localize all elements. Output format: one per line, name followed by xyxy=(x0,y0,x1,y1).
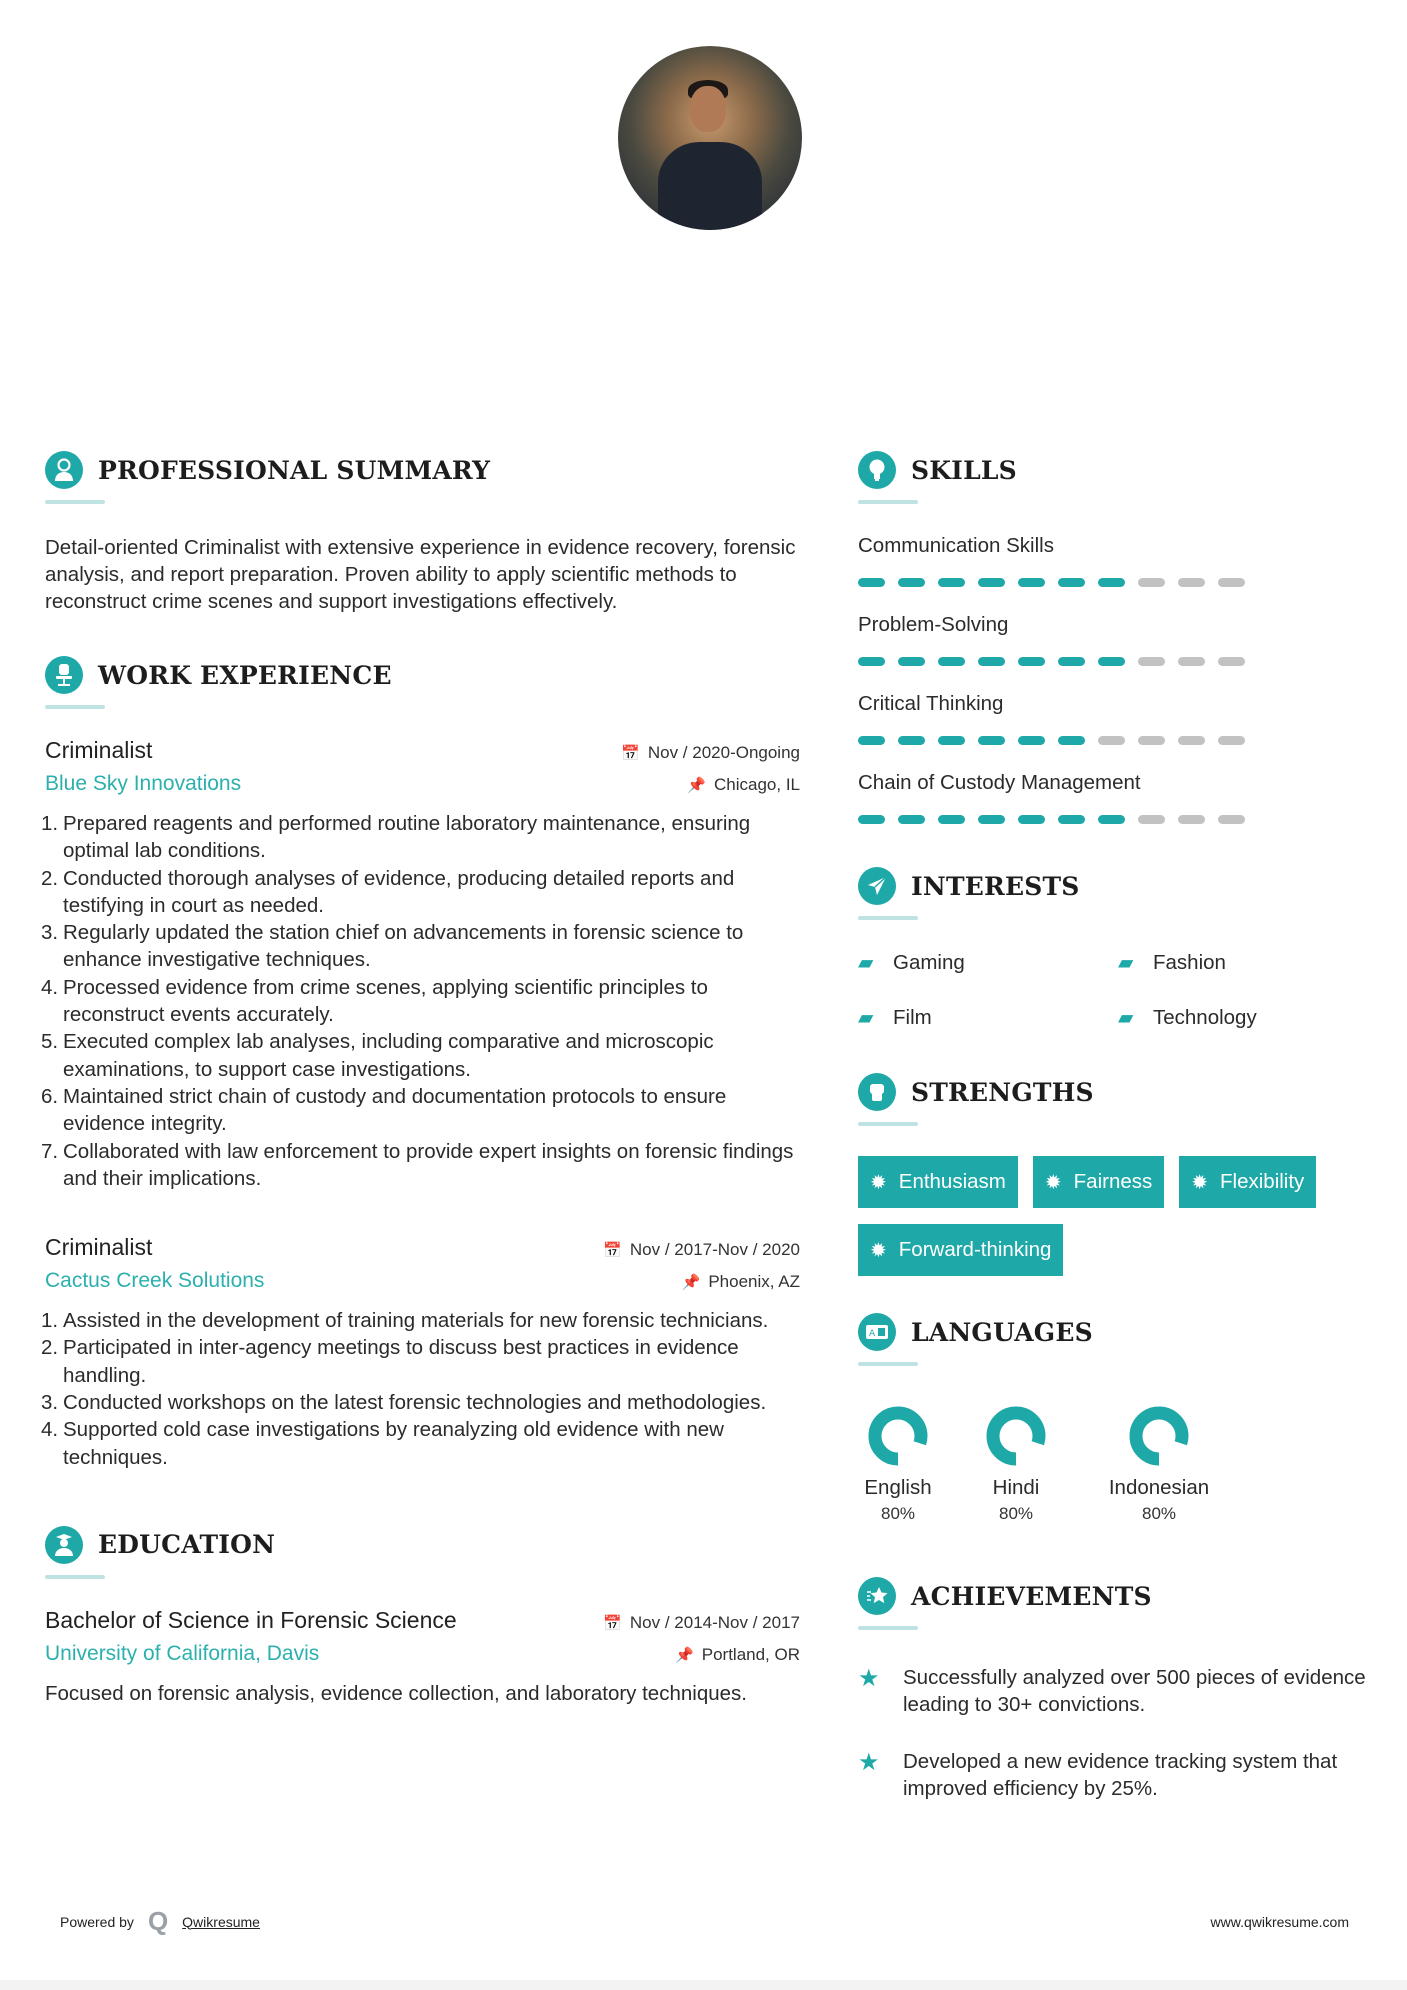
languages-list xyxy=(858,1406,1378,1524)
profile-photo xyxy=(618,46,802,230)
section-underline xyxy=(858,1122,918,1126)
language-percent: 80% xyxy=(998,1504,1034,1523)
language-card-icon xyxy=(858,1313,896,1351)
interests-section xyxy=(858,864,1378,1030)
fist-icon xyxy=(858,1073,896,1111)
language-percent: 80% xyxy=(1141,1504,1177,1523)
section-underline xyxy=(858,500,918,504)
book-icon: ▰ xyxy=(1118,1007,1134,1029)
achievement-item xyxy=(858,1664,1378,1718)
section-header xyxy=(45,653,800,697)
strength-badge: ✹ Flexibility xyxy=(1179,1156,1316,1208)
education-location-text: Portland, OR xyxy=(701,1644,800,1664)
job-dates xyxy=(621,743,800,763)
bullet-item: 3. Conducted workshops on the latest forensic technologies and methodologies. xyxy=(41,1391,767,1415)
degree-title: Bachelor of Science in Forensic Science xyxy=(45,1606,457,1633)
education-section xyxy=(45,1523,800,1707)
skill-dash xyxy=(1058,657,1085,666)
language-item xyxy=(858,1406,938,1524)
language-name: English xyxy=(864,1476,932,1499)
job-entry xyxy=(41,737,800,1192)
skill-dash xyxy=(1018,578,1045,587)
skill-dash xyxy=(1178,657,1205,666)
job-title: Criminalist xyxy=(45,1234,153,1261)
svg-text:A: A xyxy=(869,1329,876,1339)
skill-name: Problem-Solving xyxy=(858,613,1009,636)
section-header xyxy=(45,448,800,492)
interest-item: ▰ Gaming xyxy=(858,950,965,974)
skill-name: Critical Thinking xyxy=(858,692,1004,715)
skill-item xyxy=(858,534,1378,587)
section-underline xyxy=(45,705,105,709)
job-company-row xyxy=(45,1261,800,1293)
skill-dash xyxy=(1058,815,1085,824)
language-percent: 80% xyxy=(880,1504,916,1523)
achievement-item xyxy=(858,1748,1378,1802)
skill-item xyxy=(858,771,1378,824)
job-dates xyxy=(603,1240,800,1260)
paper-plane-icon xyxy=(858,867,896,905)
pin-icon: 📌 xyxy=(687,777,706,794)
school-row xyxy=(45,1634,800,1666)
skill-rating xyxy=(858,578,1378,587)
skill-dash xyxy=(1178,736,1205,745)
calendar-icon: 📅 xyxy=(603,1242,622,1260)
section-title: STRENGTHS xyxy=(911,1077,1094,1107)
skill-dash xyxy=(1098,578,1125,587)
user-icon xyxy=(45,451,83,489)
job-dates-text: Nov / 2020-Ongoing xyxy=(647,743,800,762)
book-icon: ▰ xyxy=(1118,952,1134,974)
strength-badge: ✹ Fairness xyxy=(1033,1156,1164,1208)
job-company: Cactus Creek Solutions xyxy=(45,1269,265,1293)
site-url[interactable]: www.qwikresume.com xyxy=(1210,1914,1349,1930)
calendar-icon: 📅 xyxy=(603,1614,622,1632)
skill-rating xyxy=(858,736,1378,745)
achievements-section xyxy=(858,1574,1378,1802)
section-underline xyxy=(858,1362,918,1366)
language-name: Indonesian xyxy=(1108,1476,1210,1499)
skill-name: Communication Skills xyxy=(858,534,1054,557)
education-entry xyxy=(45,1607,800,1707)
pin-icon: 📌 xyxy=(675,1646,694,1664)
education-dates-text: Nov / 2014-Nov / 2017 xyxy=(629,1612,800,1632)
section-header xyxy=(858,1574,1378,1618)
skill-dash xyxy=(938,657,965,666)
skill-dash xyxy=(978,657,1005,666)
language-item xyxy=(976,1406,1056,1524)
skill-dash xyxy=(1018,736,1045,745)
chair-icon xyxy=(45,656,83,694)
interest-item: ▰ Technology xyxy=(1118,1005,1257,1029)
skill-dash xyxy=(1058,736,1085,745)
section-title: EDUCATION xyxy=(98,1530,276,1560)
skill-dash xyxy=(1138,578,1165,587)
section-title: WORK EXPERIENCE xyxy=(98,660,392,690)
bullet-item: 4. Processed evidence from crime scenes, applying scientific principles to reconstruct events accurately. xyxy=(41,975,708,1027)
education-location xyxy=(675,1645,800,1665)
skill-dash xyxy=(1058,578,1085,587)
language-ring xyxy=(1129,1406,1189,1466)
skill-dash xyxy=(898,657,925,666)
skill-dash xyxy=(978,815,1005,824)
bullet-item: 2. Conducted thorough analyses of evidence, producing detailed reports and testifying in court as needed. xyxy=(41,866,735,917)
skill-dash xyxy=(978,578,1005,587)
job-location xyxy=(687,775,800,795)
summary-text: Detail-oriented Criminalist with extensive experience in evidence recovery, forensic analysis, and report preparation. Proven ability to apply scientific methods to reconstruct crime scenes and support investigations effectively. xyxy=(45,536,796,613)
job-title-row xyxy=(45,1234,800,1261)
star-icon: ★ xyxy=(858,1749,880,1776)
right-column xyxy=(858,448,1378,1802)
star-icon: ★ xyxy=(858,1665,880,1692)
education-description: Focused on forensic analysis, evidence collection, and laboratory techniques. xyxy=(45,1681,747,1705)
powered-by xyxy=(60,1906,260,1937)
skill-dash xyxy=(898,815,925,824)
bullet-item: 1. Assisted in the development of training materials for new forensic technicians. xyxy=(41,1309,769,1333)
page-bottom-edge xyxy=(0,1980,1407,1990)
language-item xyxy=(1094,1406,1224,1524)
book-icon: ▰ xyxy=(858,1007,874,1029)
calendar-icon: 📅 xyxy=(621,745,640,762)
job-entry xyxy=(41,1234,800,1471)
skill-dash xyxy=(1218,578,1245,587)
job-location-text: Chicago, IL xyxy=(714,775,800,794)
left-column xyxy=(41,448,800,1707)
skill-dash xyxy=(938,578,965,587)
experience-section xyxy=(41,653,800,1471)
powered-by-label: Powered by xyxy=(60,1913,134,1930)
skill-dash xyxy=(1138,815,1165,824)
photo-face xyxy=(690,86,726,132)
section-title: SKILLS xyxy=(911,455,1017,485)
bullet-item: 5. Executed complex lab analyses, including comparative and microscopic examinations, to support case investigations. xyxy=(41,1030,714,1081)
bullet-item: 3. Regularly updated the station chief on advancements in forensic science to enhance investigative techniques. xyxy=(41,921,744,972)
section-header xyxy=(858,448,1378,492)
job-company: Blue Sky Innovations xyxy=(45,772,242,795)
book-icon: ▰ xyxy=(858,952,874,974)
skill-dash xyxy=(858,578,885,587)
skill-dash xyxy=(1098,736,1125,745)
bullet-item: 2. Participated in inter-agency meetings to discuss best practices in evidence handling. xyxy=(41,1336,739,1387)
section-header xyxy=(858,1070,1378,1114)
job-title: Criminalist xyxy=(45,737,153,763)
skill-dash xyxy=(858,736,885,745)
degree-row xyxy=(45,1607,800,1634)
skill-dash xyxy=(1138,736,1165,745)
skill-item xyxy=(858,692,1378,745)
skill-dash xyxy=(898,578,925,587)
language-ring xyxy=(868,1406,928,1466)
section-underline xyxy=(858,916,918,920)
strength-badge: ✹ Enthusiasm xyxy=(858,1156,1018,1208)
bullet-item: 1. Prepared reagents and performed routine laboratory maintenance, ensuring optimal lab conditions. xyxy=(41,812,751,863)
section-header xyxy=(858,1310,1378,1354)
job-bullets xyxy=(41,1307,800,1471)
strengths-list xyxy=(858,1156,1388,1276)
school-name: University of California, Davis xyxy=(45,1641,320,1665)
skill-dash xyxy=(1018,815,1045,824)
language-name: Hindi xyxy=(992,1476,1040,1499)
badge-icon: ✹ xyxy=(1044,1171,1062,1194)
skill-dash xyxy=(1218,657,1245,666)
skill-dash xyxy=(1098,815,1125,824)
interests-grid xyxy=(858,950,1378,1030)
interest-item: ▰ Fashion xyxy=(1118,950,1226,974)
qwikresume-link[interactable]: Qwikresume xyxy=(182,1913,260,1930)
bullet-item: 4. Supported cold case investigations by reanalyzing old evidence with new techniques. xyxy=(41,1418,724,1469)
skill-dash xyxy=(858,815,885,824)
skill-dash xyxy=(1178,578,1205,587)
skill-dash xyxy=(1018,657,1045,666)
graduate-icon xyxy=(45,1526,83,1564)
badge-icon: ✹ xyxy=(870,1171,887,1194)
section-title: LANGUAGES xyxy=(911,1317,1093,1347)
section-underline xyxy=(858,1626,918,1630)
languages-section xyxy=(858,1310,1378,1524)
summary-section xyxy=(45,448,800,615)
interest-item: ▰ Film xyxy=(858,1005,932,1029)
badge-icon: ✹ xyxy=(870,1239,887,1262)
bullet-item: 6. Maintained strict chain of custody and documentation protocols to ensure evidence integrity. xyxy=(41,1084,727,1136)
badge-icon: ✹ xyxy=(1191,1171,1209,1194)
strength-badge: ✹ Forward-thinking xyxy=(858,1224,1063,1276)
skill-dash xyxy=(858,657,885,666)
skill-dash xyxy=(1178,815,1205,824)
job-location xyxy=(682,1272,800,1292)
section-underline xyxy=(45,500,105,504)
job-bullets xyxy=(41,810,800,1192)
achievement-text: Successfully analyzed over 500 pieces of evidence leading to 30+ convictions. xyxy=(903,1666,1366,1716)
skill-dash xyxy=(978,736,1005,745)
section-title: PROFESSIONAL SUMMARY xyxy=(98,455,491,485)
job-location-text: Phoenix, AZ xyxy=(708,1272,800,1292)
skill-dash xyxy=(938,815,965,824)
skill-dash xyxy=(1218,815,1245,824)
skill-dash xyxy=(1218,736,1245,745)
section-header xyxy=(858,864,1378,908)
skill-rating xyxy=(858,815,1378,824)
section-header xyxy=(45,1523,800,1567)
section-title: ACHIEVEMENTS xyxy=(911,1581,1152,1611)
language-ring xyxy=(986,1406,1046,1466)
section-title: INTERESTS xyxy=(911,871,1080,901)
job-title-row xyxy=(45,737,800,764)
skill-rating xyxy=(858,657,1378,666)
footer xyxy=(0,1900,1407,1940)
section-underline xyxy=(45,1575,105,1579)
qwikresume-logo-icon: Q xyxy=(147,1906,169,1936)
job-dates-text: Nov / 2017-Nov / 2020 xyxy=(629,1240,800,1260)
lightbulb-icon xyxy=(858,451,896,489)
job-company-row xyxy=(45,764,800,796)
skill-dash xyxy=(898,736,925,745)
achievement-text: Developed a new evidence tracking system that improved efficiency by 25%. xyxy=(903,1750,1338,1800)
star-icon xyxy=(858,1577,896,1615)
pin-icon: 📌 xyxy=(681,1274,701,1292)
bullet-item: 7. Collaborated with law enforcement to provide expert insights on forensic findings and their implications. xyxy=(41,1139,794,1190)
skills-section xyxy=(858,448,1378,824)
skill-name: Chain of Custody Management xyxy=(858,771,1141,794)
skill-dash xyxy=(1138,657,1165,666)
photo-body xyxy=(658,142,762,230)
strengths-section xyxy=(858,1070,1378,1276)
skill-dash xyxy=(1098,657,1125,666)
skill-item xyxy=(858,613,1378,666)
education-dates xyxy=(603,1613,800,1633)
skill-dash xyxy=(938,736,965,745)
